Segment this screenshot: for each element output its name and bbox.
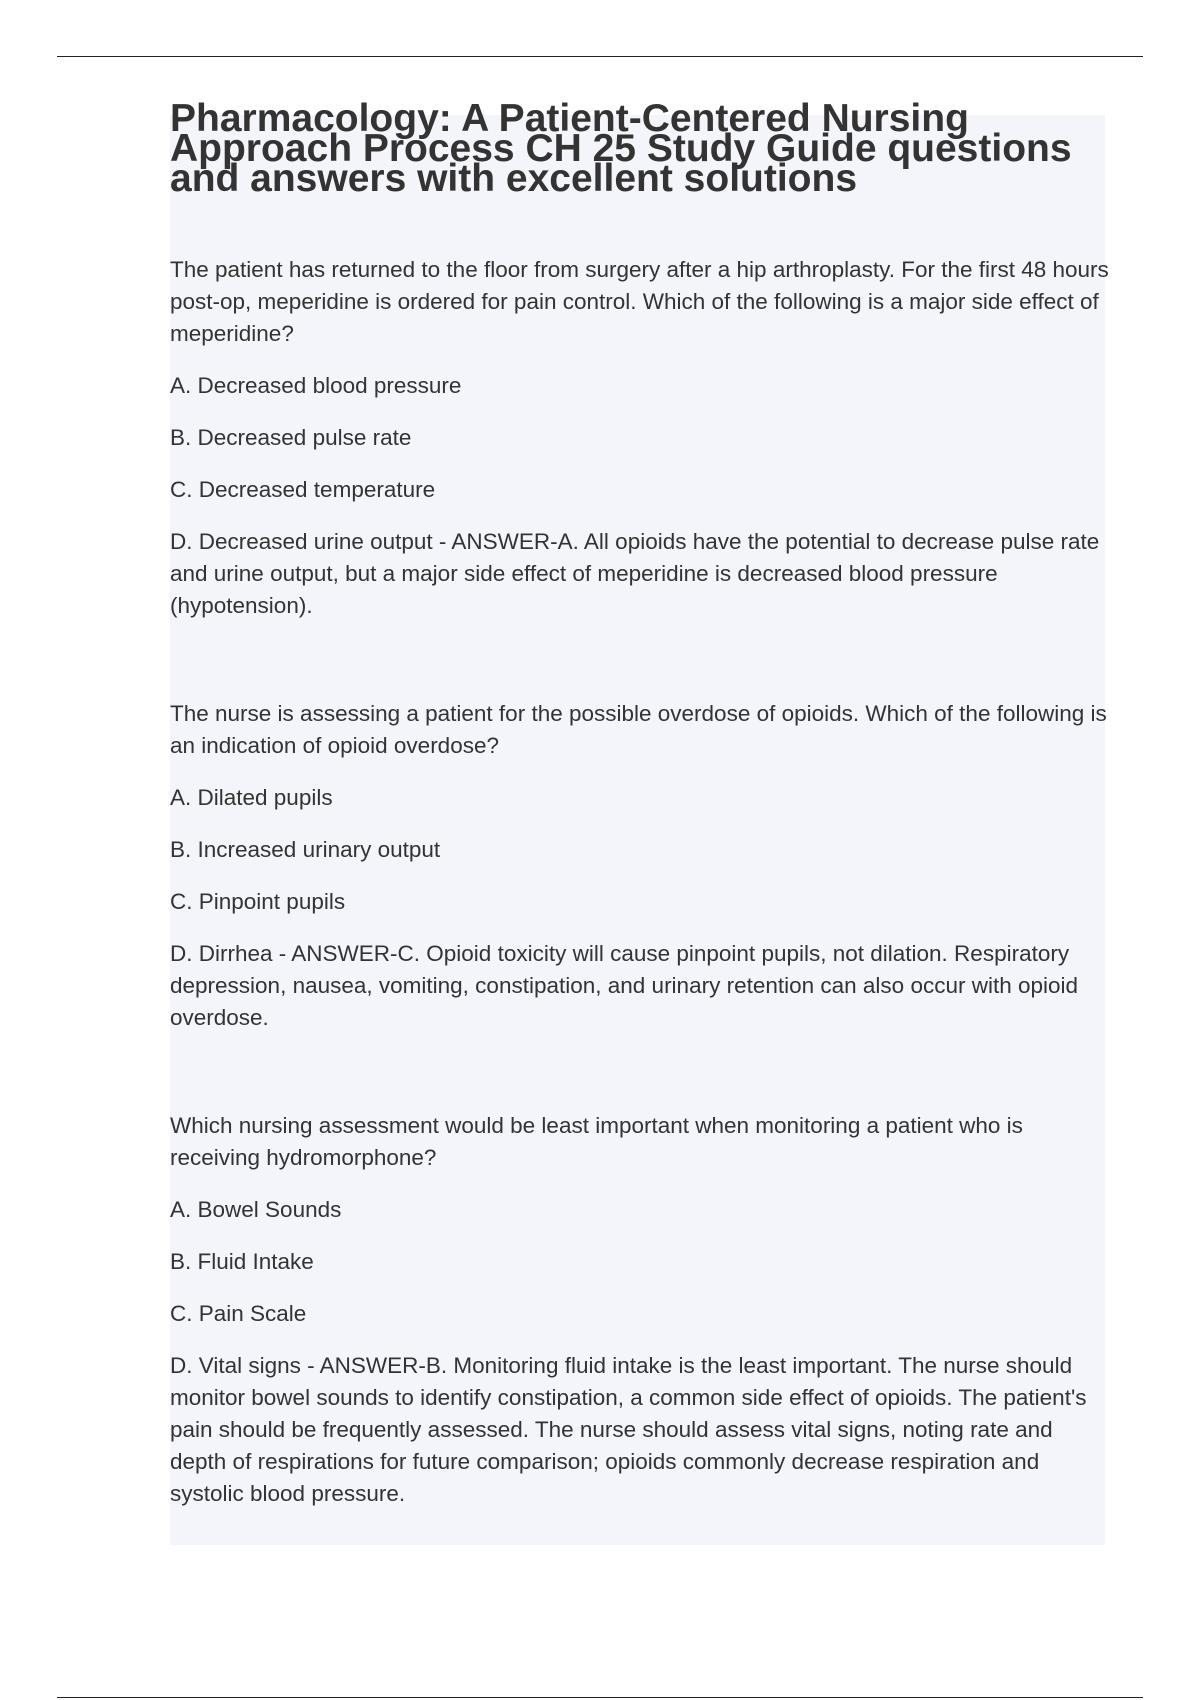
answer-option-c: C. Decreased temperature xyxy=(170,477,436,502)
question-stem: The nurse is assessing a patient for the possible overdose of opioids. Which of the following is an indication of opioid overdose? xyxy=(170,701,1107,758)
question-3 xyxy=(170,1110,1110,1510)
answer-option-a: A. Decreased blood pressure xyxy=(170,373,462,398)
question-list xyxy=(170,254,1110,1562)
answer-option-a: A. Bowel Sounds xyxy=(170,1197,342,1222)
question-stem: Which nursing assessment would be least important when monitoring a patient who is receiving hydromorphone? xyxy=(170,1113,1023,1170)
bottom-rule xyxy=(57,1697,1143,1698)
top-rule xyxy=(57,56,1143,57)
question-stem: The patient has returned to the floor from surgery after a hip arthroplasty. For the first 48 hours post-op, meperidine is ordered for pain control. Which of the following is a major side effect of meperidine? xyxy=(170,257,1109,346)
answer-option-c: C. Pinpoint pupils xyxy=(170,889,346,914)
answer-option-c: C. Pain Scale xyxy=(170,1301,307,1326)
answer-option-b: B. Decreased pulse rate xyxy=(170,425,412,450)
answer-option-b: B. Increased urinary output xyxy=(170,837,441,862)
answer-option-b: B. Fluid Intake xyxy=(170,1249,314,1274)
answer-option-d-with-explanation: D. Decreased urine output - ANSWER-A. All opioids have the potential to decrease pulse rate and urine output, but a major side effect of meperidine is decreased blood pressure (hypotension). xyxy=(170,529,1100,618)
question-2 xyxy=(170,698,1110,1034)
answer-option-d-with-explanation: D. Dirrhea - ANSWER-C. Opioid toxicity will cause pinpoint pupils, not dilation. Respiratory depression, nausea, vomiting, constipation, and urinary retention can also occur with opioid overdose. xyxy=(170,941,1079,1030)
answer-option-d-with-explanation: D. Vital signs - ANSWER-B. Monitoring fluid intake is the least important. The nurse should monitor bowel sounds to identify constipation, a common side effect of opioids. The patient's pain should be frequently assessed. The nurse should assess vital signs, noting rate and depth of respirations for future comparison; opioids commonly decrease respiration and systolic blood pressure. xyxy=(170,1353,1087,1506)
answer-option-a: A. Dilated pupils xyxy=(170,785,333,810)
document-title: Pharmacology: A Patient-Centered Nursing Approach Process CH 25 Study Guide questions and answers with excellent solutions xyxy=(170,97,1072,200)
question-1 xyxy=(170,254,1110,622)
